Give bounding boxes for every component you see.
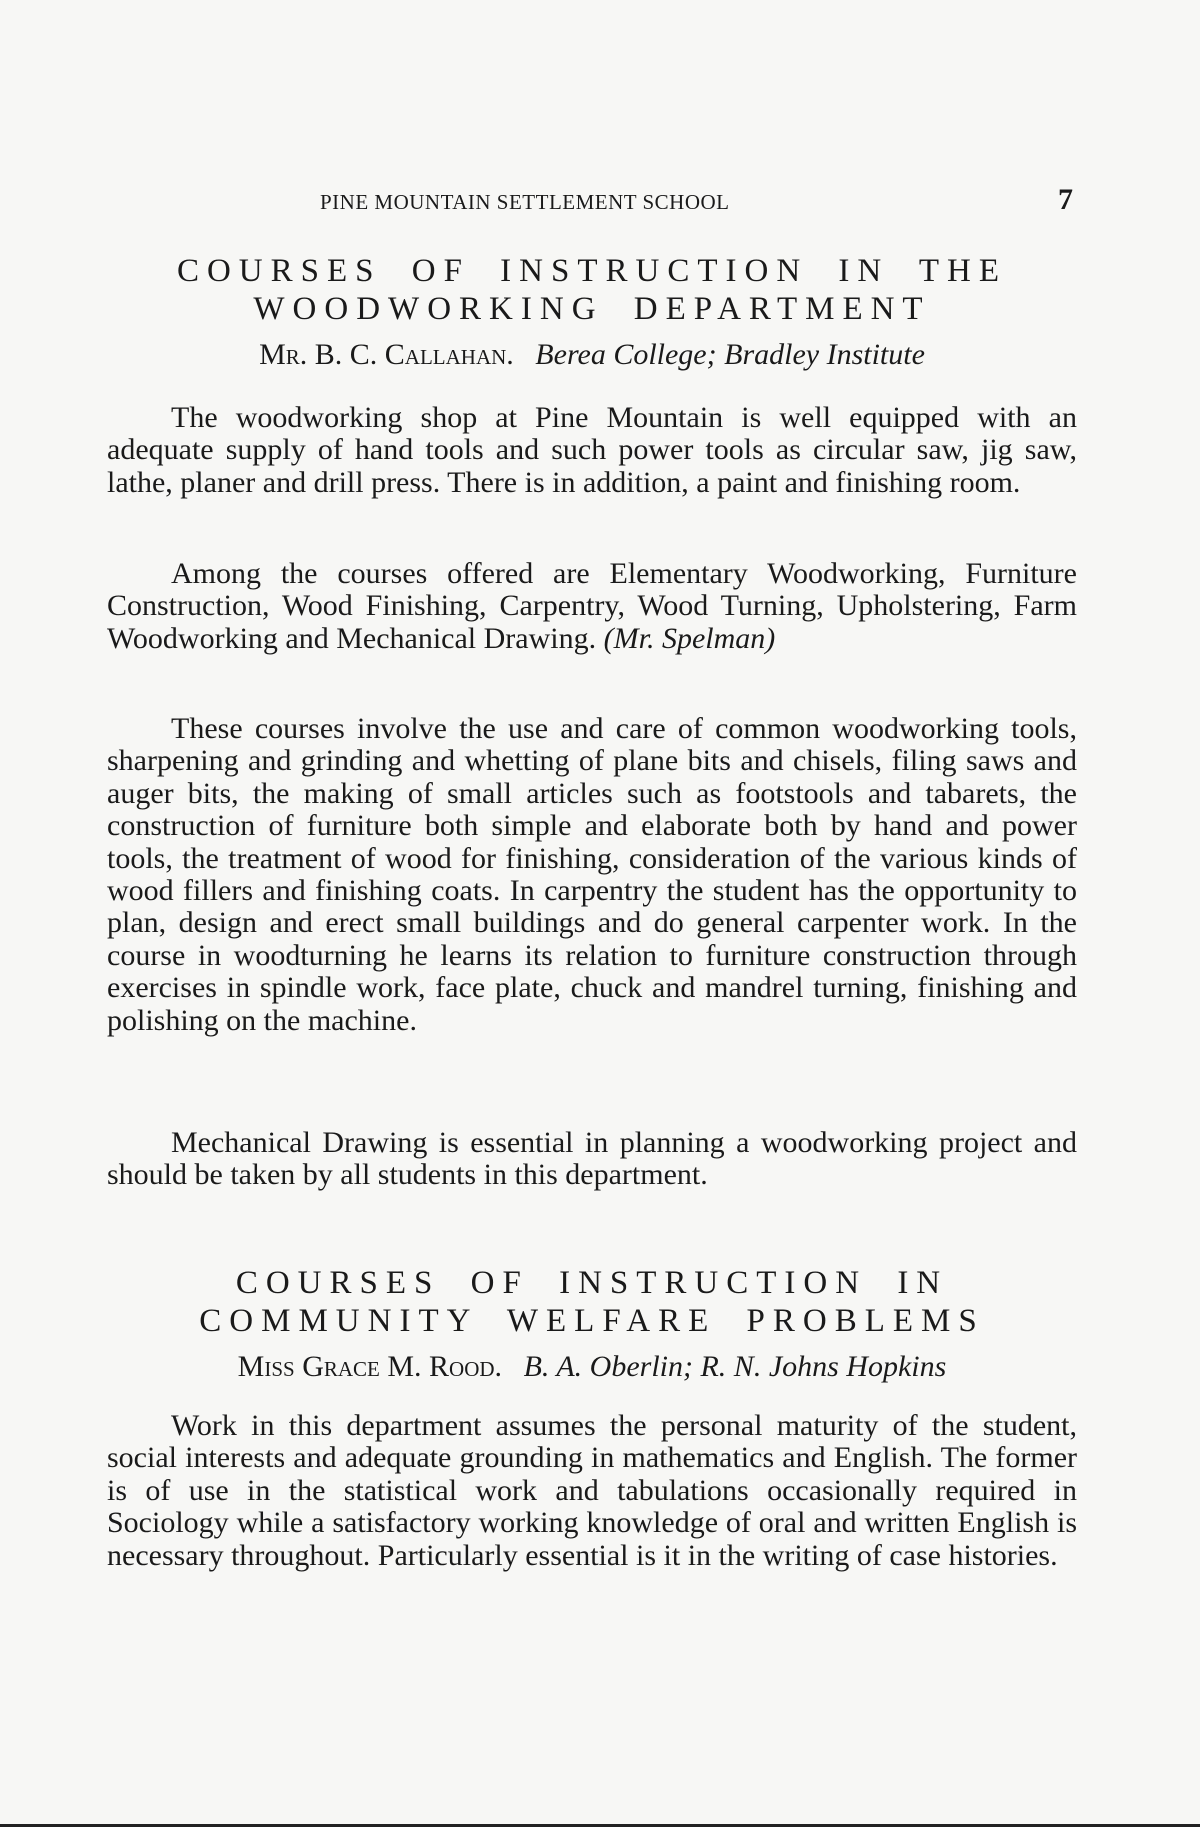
section-title-line2: WOODWORKING DEPARTMENT	[253, 291, 931, 327]
instructor-name: Mr. B. C. Callahan.	[259, 338, 514, 371]
paragraph: Mechanical Drawing is essential in planning a woodworking project and should be taken by all students in this department.	[107, 1126, 1077, 1192]
paragraph-text: Among the courses offered are Elementary Woodworking, Furniture Construction, Wood Finishing, Carpentry, Wood Turning, Upholstering, Farm Woodworking and Mechanical Drawing.	[107, 557, 1077, 655]
section-title-line1: COURSES OF INSTRUCTION IN THE	[176, 253, 1008, 289]
instructor-name: Miss Grace M. Rood.	[237, 1350, 503, 1383]
instructor-byline	[107, 1350, 1077, 1384]
section-title	[107, 1264, 1077, 1340]
instructor-credentials: B. A. Oberlin; R. N. Johns Hopkins	[523, 1350, 947, 1383]
running-head: PINE MOUNTAIN SETTLEMENT SCHOOL	[320, 190, 730, 214]
section-title-line2: COMMUNITY WELFARE PROBLEMS	[199, 1303, 985, 1339]
section-title-line1: COURSES OF INSTRUCTION IN	[235, 1265, 949, 1301]
instructor-byline	[107, 338, 1077, 372]
page-number: 7	[1058, 183, 1073, 216]
paragraph: The woodworking shop at Pine Mountain is well equipped with an adequate supply of hand tools and such power tools as circular saw, jig saw, lathe, planer and drill press. There is in addition, a paint and finishing room.	[107, 401, 1077, 499]
paragraph	[107, 558, 1077, 655]
paragraph: These courses involve the use and care of common woodworking tools, sharpening and grinding and whetting of plane bits and chisels, filing saws and auger bits, the making of small articles such as footstools and tabarets, the construction of furniture both simple and elaborate both by hand and power tools, the treatment of wood for finishing, consideration of the various kinds of wood fillers and finishing coats. In carpentry the student has the opportunity to plan, design and erect small buildings and do general carpenter work. In the course in woodturning he learns its relation to furniture construction through exercises in spindle work, face plate, chuck and mandrel turning, finishing and polishing on the machine.	[107, 712, 1077, 1037]
paragraph-note: (Mr. Spelman)	[603, 621, 776, 655]
paragraph: Work in this department assumes the personal maturity of the student, social interests and adequate grounding in mathematics and English. The former is of use in the statistical work and tabulations occasionally required in Sociology while a satisfactory working knowledge of oral and written English is necessary throughout. Particularly essential is it in the writing of case histories.	[107, 1409, 1077, 1572]
instructor-credentials: Berea College; Bradley Institute	[535, 338, 925, 371]
section-title	[107, 252, 1077, 328]
